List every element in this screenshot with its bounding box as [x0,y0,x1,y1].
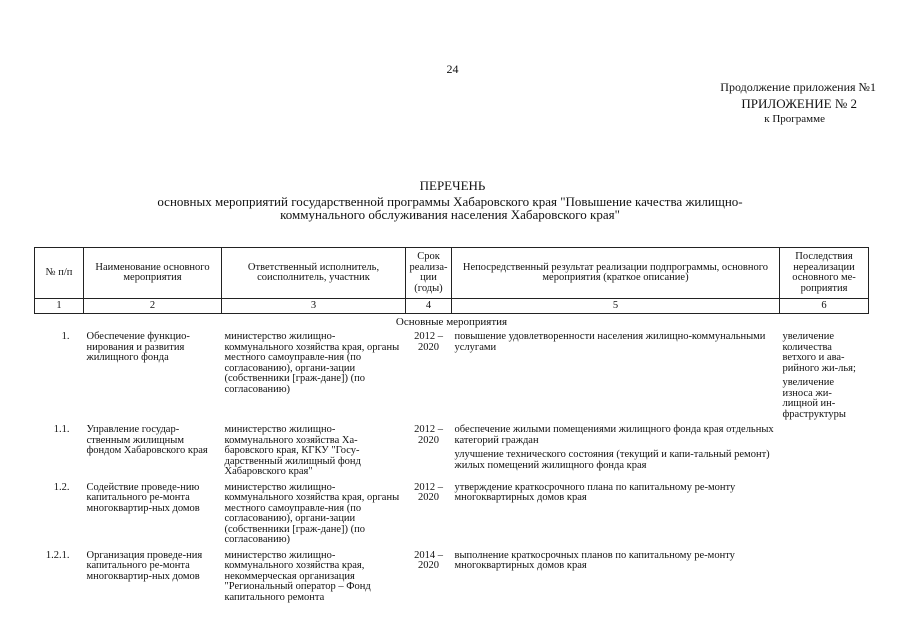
table-row [35,549,869,607]
header-cell-term: Срок реализа-ции (годы) [406,248,452,299]
consequence-text: увеличение количества ветхого и ава-рийного жи-лья; [782,331,856,374]
column-number: 5 [452,299,780,314]
executor: министерство жилищно-коммунального хозяйства края, органы местного самоуправле-ния (по согласованию), органи-зации (собственники [граж-дане]) (по согласованию) [224,331,400,395]
document-title: ПЕРЕЧЕНЬ [419,178,486,193]
section-title: Основные мероприятия [395,315,508,328]
header-cell-name: Наименование основного мероприятия [84,248,222,299]
executor: министерство жилищно-коммунального хозяйства края, некоммерческая организация "Региональный оператор – Фонд капитального ремонта [224,549,371,603]
consequence [780,549,869,607]
row-number: 1.1. [53,424,70,435]
measure-name: Обеспечение функцио-нирования и развития жилищного фонда [86,331,190,363]
document-subtitle: основных мероприятий государственной программы Хабаровского края "Повышение качества жилищно-коммунального обслуживания населения Хабаровского края" [157,194,743,222]
result-text: обеспечение жилыми помещениями жилищного фонда края отдельных категорий граждан [454,424,774,446]
measure-name: Управление государ-ственным жилищным фондом Хабаровского края [86,424,208,456]
consequence [780,481,869,549]
term: 2014 – 2020 [414,549,443,571]
column-number: 1 [35,299,84,314]
term: 2012 – 2020 [414,331,443,353]
column-number: 2 [84,299,222,314]
header-cell-number: № п/п [35,248,84,299]
continuation-note: Продолжение приложения №1 [720,80,876,94]
consequence [780,330,869,423]
consequence-text-2: увеличение износа жи-лищной ин-фраструктуры [782,377,846,420]
measure-name: Содействие проведе-нию капитального ре-монта многоквартир-ных домов [86,481,200,514]
table-row [35,330,869,423]
result-text-2: улучшение технического состояния (текущий и капи-тальный ремонт) жилых помещений жилищного фонда края [454,449,770,471]
column-number: 3 [222,299,406,314]
header-cell-result: Непосредственный результат реализации подпрограммы, основного мероприятия (краткое описание) [452,248,780,299]
program-reference: к Программе [764,113,825,125]
column-number: 6 [780,299,869,314]
header-cell-executor: Ответственный исполнитель, соисполнитель, участник [222,248,406,299]
appendix-label: ПРИЛОЖЕНИЕ № 2 [741,96,857,111]
header-cell-consequence: Последствия нереализации основного ме-роприятия [780,248,869,299]
result: утверждение краткосрочного плана по капитальному ре-монту многоквартирных домов края [454,481,736,503]
result: повышение удовлетворенности населения жилищно-коммунальными услугами [454,331,766,353]
term: 2012 – 2020 [414,424,443,446]
executor: министерство жилищно-коммунального хозяйства Ха-баровского края, КГКУ "Госу-дарственный жилищный фонд Хабаровского края" [224,424,361,477]
measures-table [34,247,869,606]
column-number-row [35,299,869,314]
measure-name: Организация проведе-ния капитального ре-монта многоквартир-ных домов [86,549,203,582]
page-number: 24 [446,62,459,76]
header-row [35,248,869,299]
table-row [35,423,869,481]
column-number: 4 [406,299,452,314]
executor: министерство жилищно-коммунального хозяйства края, органы местного самоуправле-ния (по согласованию), органи-зации (собственники [граж-дане]) (по согласованию) [224,481,400,545]
row-number: 1.2. [53,481,70,493]
result: выполнение краткосрочных планов по капитальному ре-монту многоквартирных домов края [454,549,735,571]
row-number: 1. [61,331,70,342]
term: 2012 – 2020 [414,481,443,503]
row-number: 1.2.1. [45,549,70,561]
section-row [35,314,869,331]
consequence [780,423,869,481]
result [452,423,780,481]
table-row [35,481,869,549]
